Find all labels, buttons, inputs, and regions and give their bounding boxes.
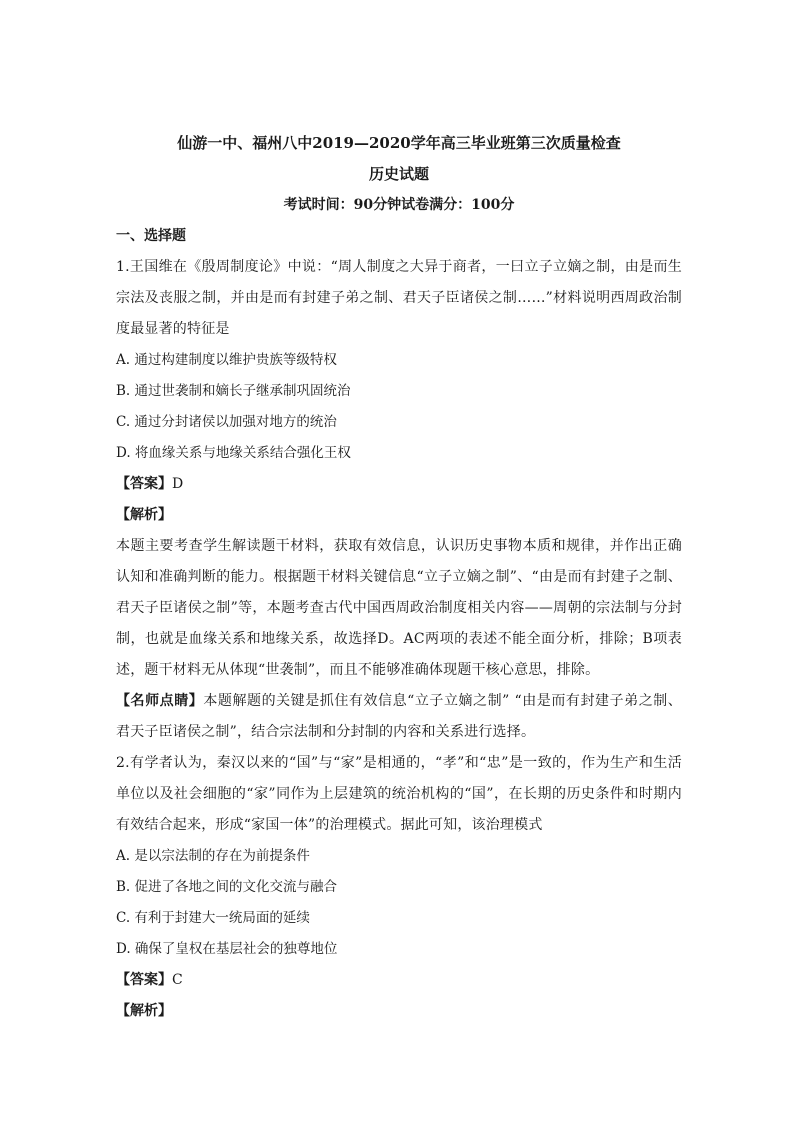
subject-title: 历史试题 [368, 165, 429, 183]
answer-value: D [172, 476, 184, 492]
tip-paragraph [116, 686, 682, 748]
option-a: A. 通过构建制度以维护贵族等级特权 [116, 352, 337, 368]
option-b: B. 促进了各地之间的文化交流与融合 [116, 879, 338, 895]
option-a: A. 是以宗法制的存在为前提条件 [116, 848, 310, 864]
analysis-label: 【解析】 [116, 1003, 172, 1019]
answer-label: 【答案】 [116, 972, 172, 988]
answer-line [116, 469, 682, 500]
question-2 [116, 748, 682, 1027]
answer-label: 【答案】 [116, 476, 172, 492]
section-heading: 一、选择题 [116, 228, 186, 244]
option-c: C. 有利于封建大一统局面的延续 [116, 910, 310, 926]
tip-text: 本题解题的关键是抓住有效信息“立子立嫡之制” “由是而有封建子弟之制、君天子臣诸侯之制”，结合宗法制和分封制的内容和关系进行选择。 [116, 693, 683, 740]
analysis-text: 本题主要考查学生解读题干材料，获取有效信息，认识历史事物本质和规律，并作出正确认知和准确判断的能力。根据题干材料关键信息“立子立嫡之制”、“由是而有封建子之制、君天子臣诸侯之制”等，本题考查古代中国西周政治制度相关内容——周朝的宗法制与分封制，也就是血缘关系和地缘关系，故选择D。AC两项的表述不能全面分析，排除；B项表述，题干材料无从体现“世袭制”，而且不能够准确体现题干核心意思，排除。 [116, 538, 682, 678]
document-page [116, 128, 682, 1027]
question-stem: 1.王国维在《殷周制度论》中说：“周人制度之大异于商者，一曰立子立嫡之制，由是而生宗法及丧服之制，并由是而有封建子弟之制、君天子臣诸侯之制……”材料说明西周政治制度最显著的特征是 [116, 259, 682, 337]
option-b: B. 通过世袭制和嫡长子继承制巩固统治 [116, 383, 351, 399]
answer-line [116, 965, 682, 996]
tip-label: 【名师点睛】 [116, 693, 204, 709]
option-d: D. 将血缘关系与地缘关系结合强化王权 [116, 445, 351, 461]
option-d: D. 确保了皇权在基层社会的独尊地位 [116, 941, 338, 957]
question-stem: 2.有学者认为，秦汉以来的“国”与“家”是相通的，“孝”和“忠”是一致的，作为生产和生活单位以及社会细胞的“家”同作为上层建筑的统治机构的“国”，在长期的历史条件和时期内有效结合起来，形成“家国一体”的治理模式。据此可知，该治理模式 [116, 755, 682, 833]
answer-value: C [172, 972, 183, 988]
document-title: 仙游一中、福州八中2019—2020学年高三毕业班第三次质量检查 [177, 134, 621, 152]
option-c: C. 通过分封诸侯以加强对地方的统治 [116, 414, 337, 430]
exam-info: 考试时间：90分钟试卷满分：100分 [283, 197, 515, 213]
analysis-label: 【解析】 [116, 507, 172, 523]
question-1 [116, 252, 682, 748]
